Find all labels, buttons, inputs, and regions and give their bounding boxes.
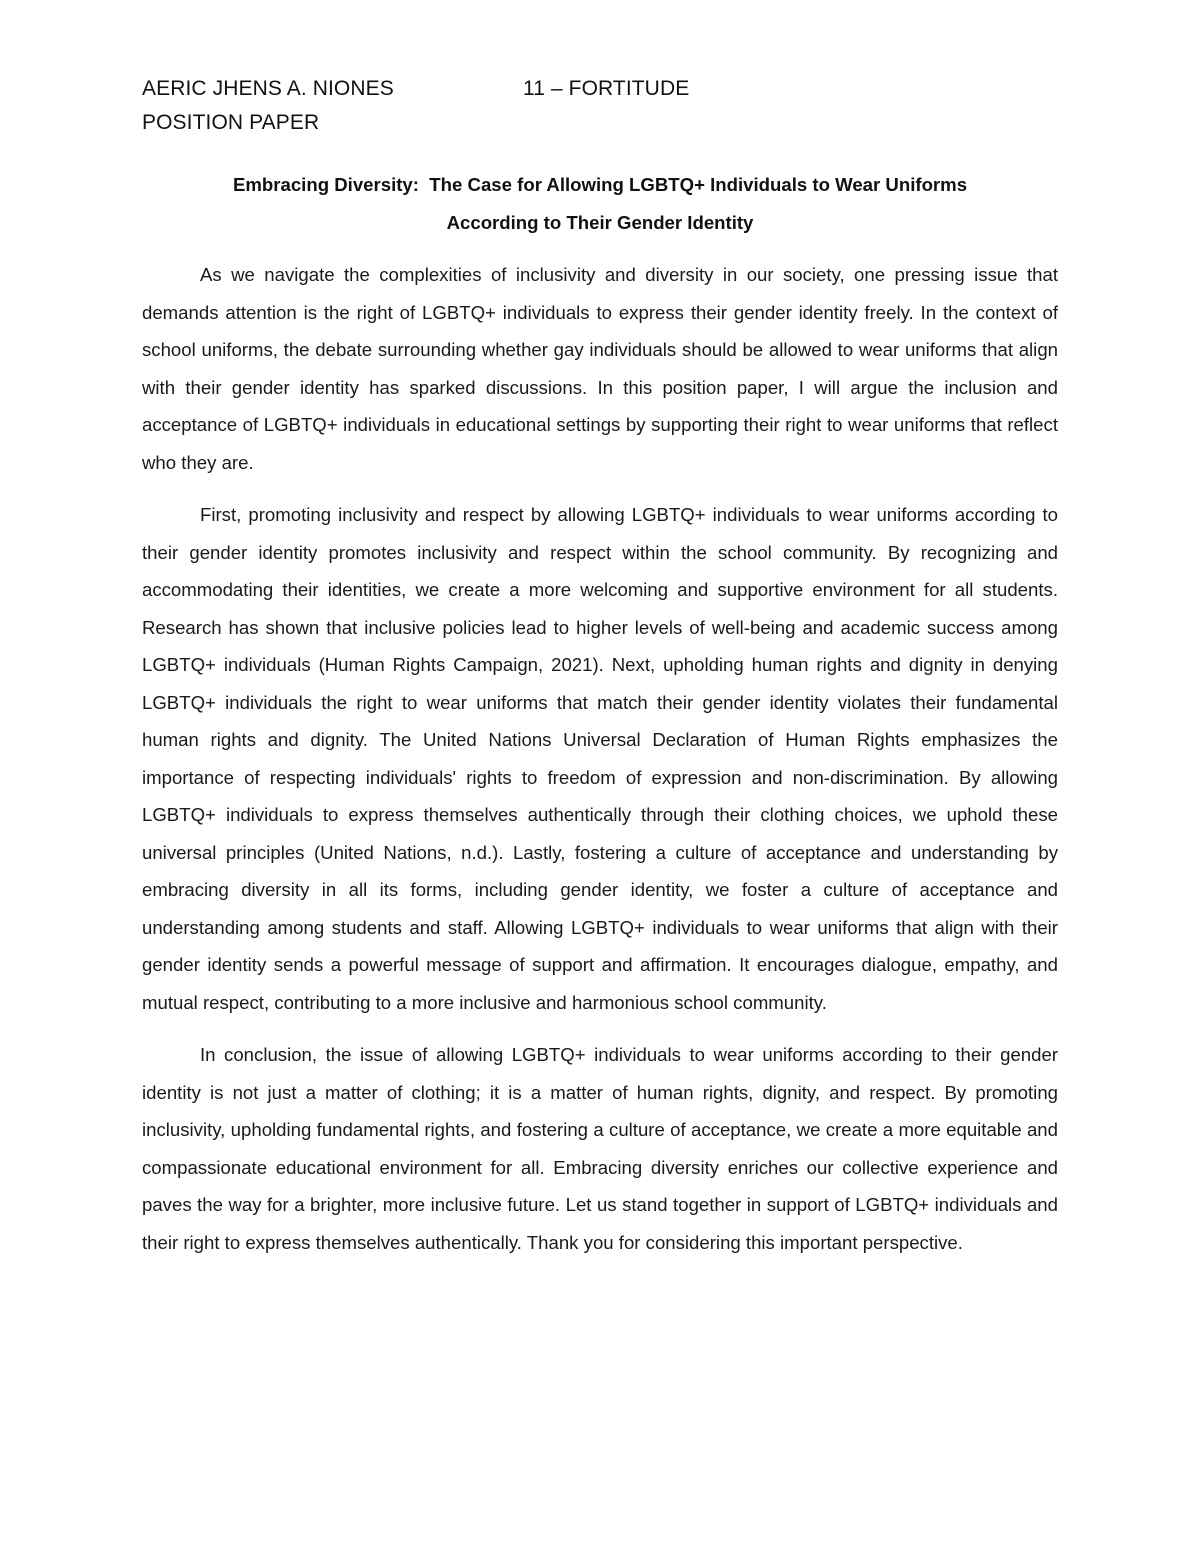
paragraph-arguments: First, promoting inclusivity and respect by allowing LGBTQ+ individuals to wear uniforms according to their gender identity promotes inclusivity and respect within the school community. By recognizing and accommodating their identities, we create a more welcoming and supportive environment for all students. Research has shown that inclusive policies lead to higher levels of well-being and academic success among LGBTQ+ individuals (Human Rights Campaign, 2021). Next, upholding human rights and dignity in denying LGBTQ+ individuals the right to wear uniforms that match their gender identity violates their fundamental human rights and dignity. The United Nations Universal Declaration of Human Rights emphasizes the importance of respecting individuals' rights to freedom of expression and non-discrimination. By allowing LGBTQ+ individuals to express themselves authentically through their clothing choices, we uphold these universal principles (United Nations, n.d.). Lastly, fostering a culture of acceptance and understanding by embracing diversity in all its forms, including gender identity, we foster a culture of acceptance and understanding among students and staff. Allowing LGBTQ+ individuals to wear uniforms that align with their gender identity sends a powerful message of support and affirmation. It encourages dialogue, empathy, and mutual respect, contributing to a more inclusive and harmonious school community. <box>142 504 1058 1013</box>
paper-title-line-2: According to Their Gender Identity <box>446 211 754 233</box>
class-section: 11 – FORTITUDE <box>523 77 690 100</box>
paragraph-conclusion: In conclusion, the issue of allowing LGBTQ+ individuals to wear uniforms according to their gender identity is not just a matter of clothing; it is a matter of human rights, dignity, and respect. By promoting inclusivity, upholding fundamental rights, and fostering a culture of acceptance, we create a more equitable and compassionate educational environment for all. Embracing diversity enriches our collective experience and paves the way for a brighter, more inclusive future. Let us stand together in support of LGBTQ+ individuals and their right to express themselves authentically. Thank you for considering this important perspective. <box>142 1044 1058 1253</box>
paper-title <box>142 166 1058 241</box>
header-row-doc-type <box>142 106 1062 140</box>
document-type: POSITION PAPER <box>142 111 320 134</box>
paragraph-introduction: As we navigate the complexities of inclusivity and diversity in our society, one pressing issue that demands attention is the right of LGBTQ+ individuals to express their gender identity freely. In the context of school uniforms, the debate surrounding whether gay individuals should be allowed to wear uniforms that align with their gender identity has sparked discussions. In this position paper, I will argue the inclusion and acceptance of LGBTQ+ individuals in educational settings by supporting their right to wear uniforms that reflect who they are. <box>142 264 1058 473</box>
author-name: AERIC JHENS A. NIONES <box>142 77 394 100</box>
paper-title-line-1: Embracing Diversity: The Case for Allowing LGBTQ+ Individuals to Wear Uniforms <box>232 174 968 195</box>
paper-body <box>142 256 1058 1276</box>
header-row-author <box>142 72 1062 106</box>
document-header <box>142 72 1062 140</box>
